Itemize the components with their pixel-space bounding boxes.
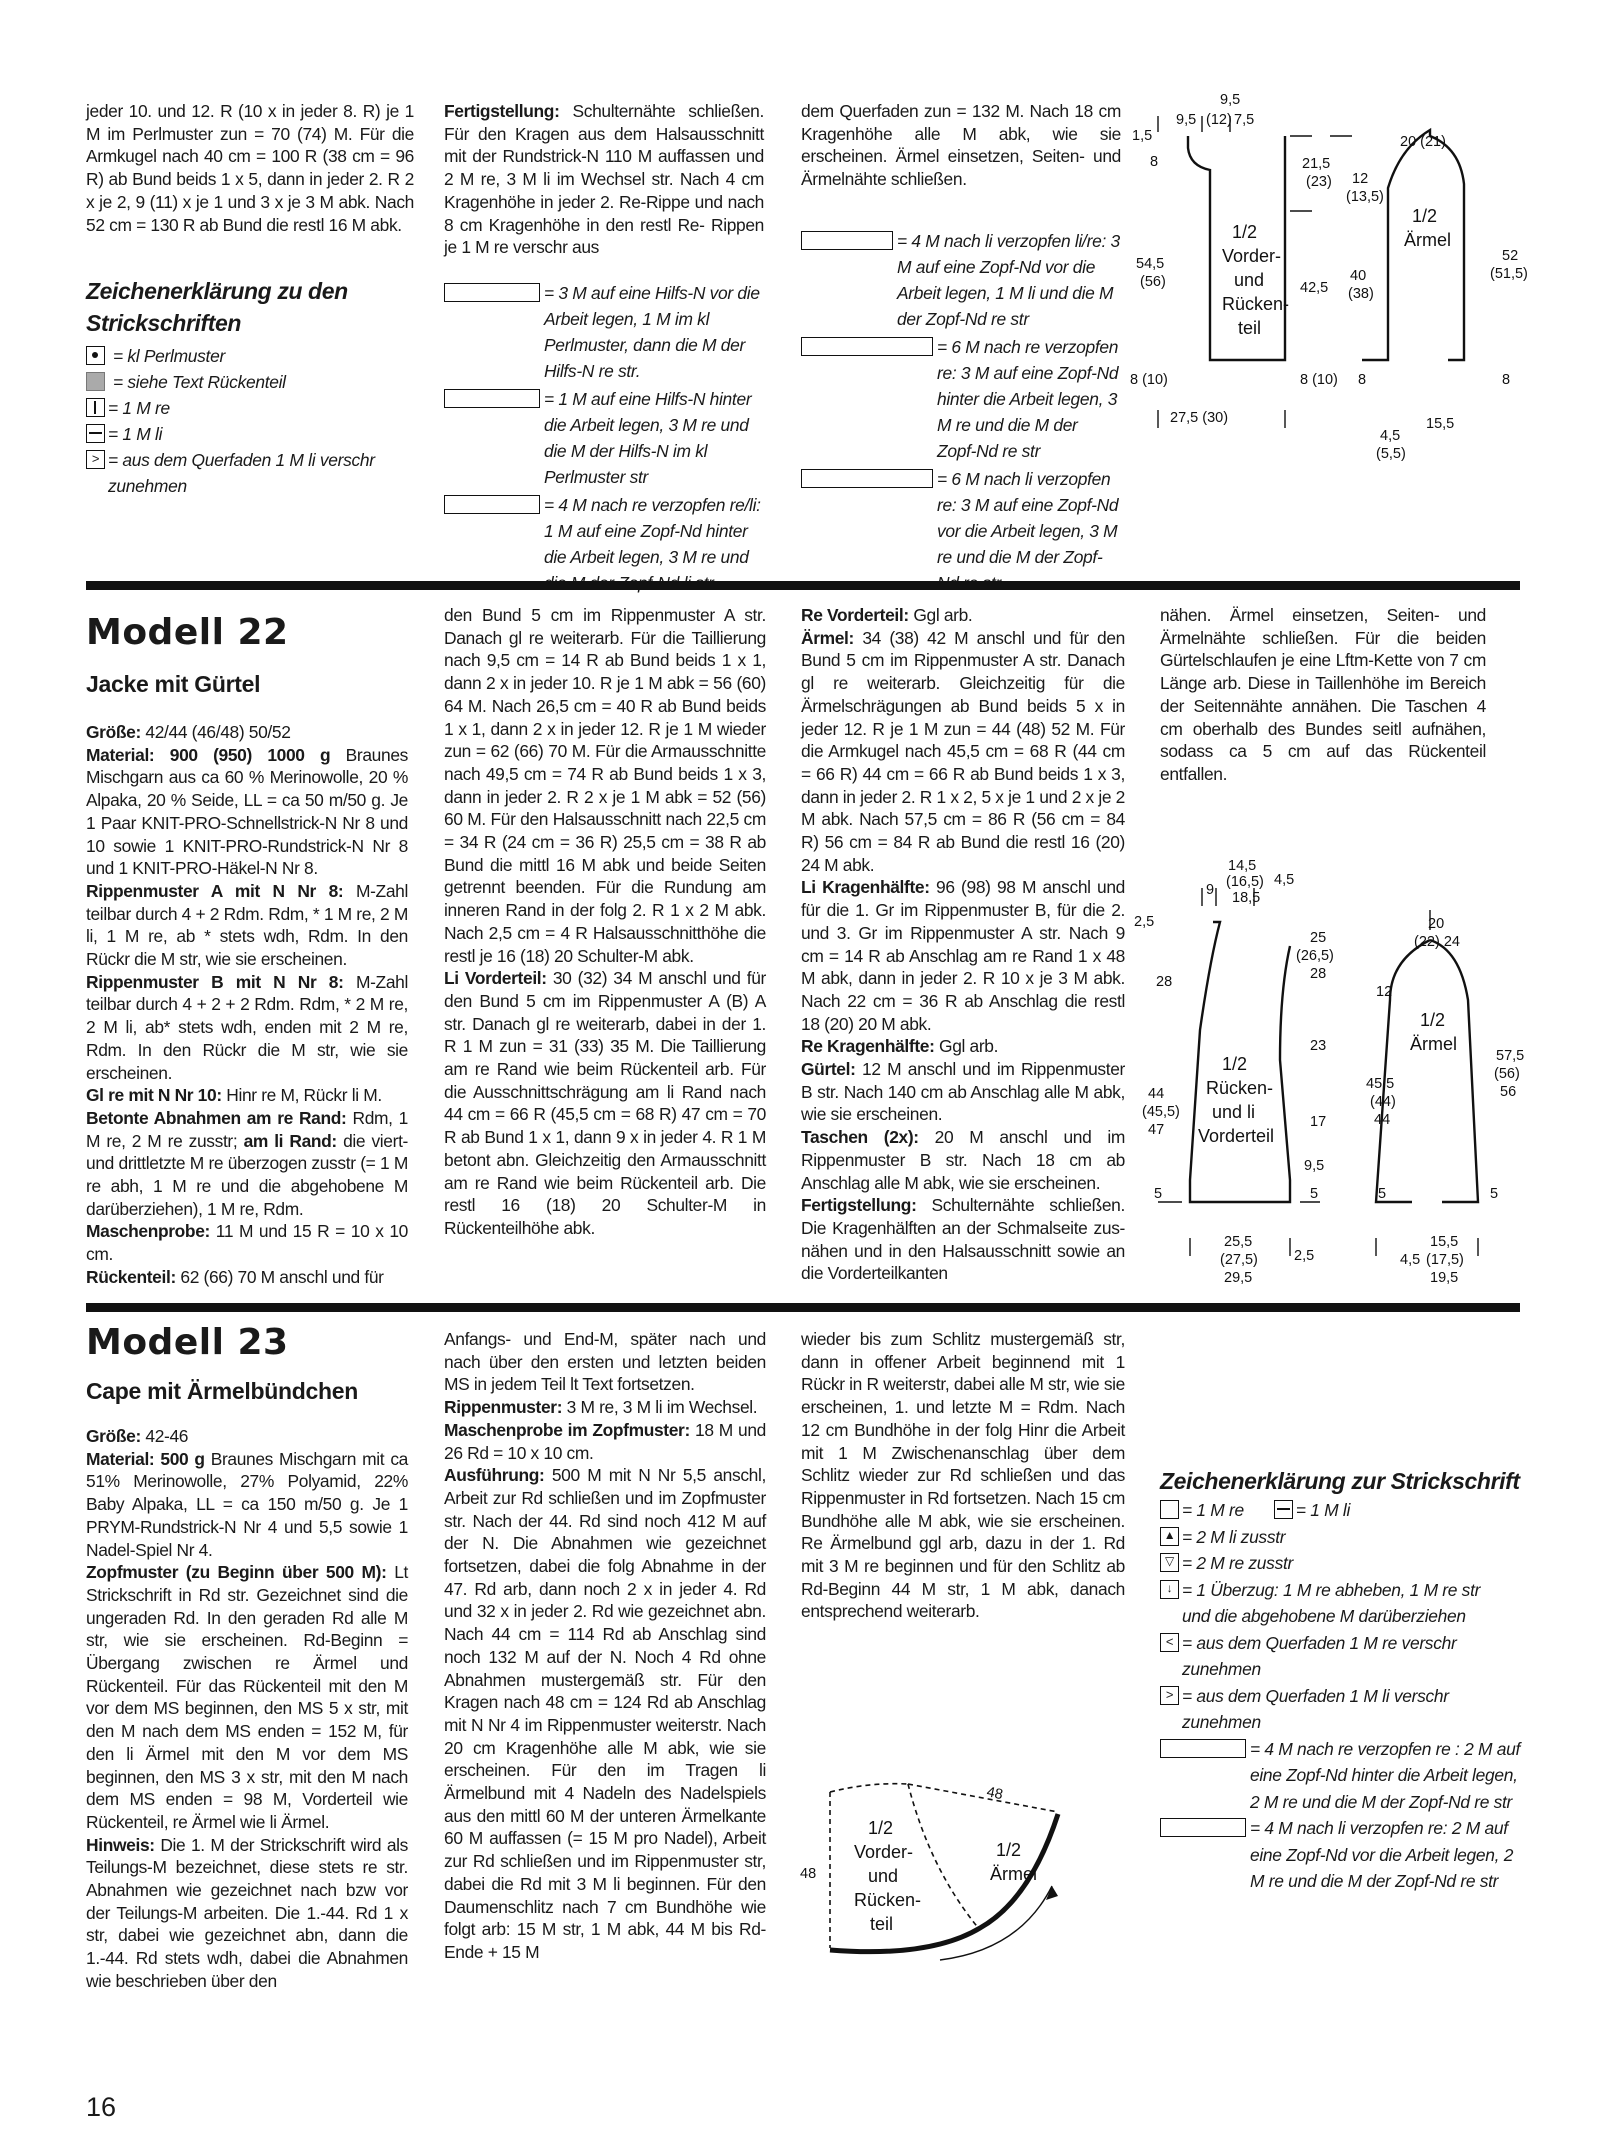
svg-text:Rücken-: Rücken- — [1222, 294, 1290, 314]
svg-text:Rücken-: Rücken- — [854, 1890, 922, 1910]
svg-text:(5,5): (5,5) — [1376, 446, 1406, 462]
svg-text:48: 48 — [985, 1784, 1005, 1804]
svg-text:29,5: 29,5 — [1224, 1270, 1253, 1286]
legend-increase: > = aus dem Querfaden 1 M li verschr zunehmen — [86, 447, 416, 499]
divider-bottom — [86, 1303, 1520, 1312]
svg-text:12: 12 — [1352, 171, 1369, 187]
top-legend-title: Zeichenerklärung zu den Strickschriften — [86, 278, 348, 336]
top-col2-legend: = 3 M auf eine Hilfs-N vor die Arbeit legen, 1 M im kl Perlmuster, dann die M der Hilfs-N re str. = 1 M auf eine Hilfs-N hinter die Arbeit legen, 3 M re und die M der Hilfs-N im kl Perlmuster str = 4 M nach re verzopfen re/li: 1 M auf eine Zopf-Nd hinter die Arbeit legen, 3 M re und — [444, 280, 770, 596]
perl-symbol-icon — [86, 346, 105, 365]
model-23-subtitle: Cape mit Ärmelbündchen — [86, 1378, 358, 1404]
m22-schematic — [1130, 850, 1530, 1295]
neckline — [830, 1784, 908, 1792]
svg-text:1/2: 1/2 — [1420, 1010, 1446, 1030]
top-col3: dem Querfaden zun = 132 M. Nach 18 cm Kragenhöhe alle M abk, wie sie erscheinen. Ärmel einsetzen, Seiten- und Ärmelnähte schließen. — [801, 101, 1121, 190]
svg-text:teil: teil — [870, 1914, 894, 1934]
svg-text:(13,5): (13,5) — [1346, 189, 1384, 205]
page-number: 16 — [86, 2092, 117, 2122]
m23-schematic — [790, 1760, 1130, 1990]
m23-legend: Zeichenerklärung zur Strickschrift = 1 M re = 1 M li ▲ = 2 M li zusstr ▽ = 2 M re zusstr ↓ = 1 Überzug: 1 M re abheben, 1 M re str und die abgehobene M darüberziehen < = aus dem Querfaden 1 M re verschr zunehmen > = aus dem Querfaden 1 M li verschr zunehmen = 4 M nach re verzopfen re : 2 M auf eine Zopf-Nd hinter die Arbeit legen, 2 M re und die M der Zopf-Nd re str = 4 M nach li verzopfen re: 2 M auf eine Zopf-Nd vor die Arbeit legen, 2 M re und die M der Zopf-Nd re str — [1160, 1465, 1530, 1895]
svg-text:14,5: 14,5 — [1228, 858, 1257, 874]
svg-text:25,5: 25,5 — [1224, 1234, 1253, 1250]
k2tog-purl-icon: ▲ — [1160, 1527, 1179, 1546]
svg-text:44: 44 — [1148, 1086, 1165, 1102]
svg-text:Ärmel: Ärmel — [1410, 1034, 1458, 1054]
m23-col1: Größe: 42-46 Material: 500 g Braunes Mischgarn mit ca 51% Merinowolle, 27% Polyamid, 22% Baby Alpaka, LL = ca 150 m/50 g. Je 1 PRYM-Rundstrick-N Nr 4 und 5,5 sowie 1 Nadel-Spiel Nr 4. Zopfmuster (zu Beginn über 500 M): Lt Strickschrift in Rd str. Gezeichnet sind die ungeraden Rd. In den geraden Rd alle M str, wie sie erscheinen. Rd-Beginn = Übergang zwischen re Ärmel und Rückenteil. Für das Rückenteil mit den M vor dem MS beginnen, den MS 5 x str, mit den M nach dem MS enden = 152 M, für den li Ärmel mit den M vor dem MS beginnen, den MS 3 x str, mit den M nach dem MS enden = 98 M, Vorderteil wie Rückenteil, re Ärmel wie li Ärmel. Hinweis: Die 1. M der Strickschrift wird als Teilungs-M bezeichnet, diese stets re str. Abnahmen wie gezeichnet nach bzw vor der Teilungs-M arbeiten. Die 1.-44. Rd 1 x str, dabei wie gezeichnet abn, dann die 1.-44. Rd stets wdh, dabei die Abnahmen wie beschrieben über den — [86, 1426, 408, 1991]
svg-text:25: 25 — [1310, 930, 1327, 946]
svg-text:(56): (56) — [1494, 1066, 1520, 1082]
svg-text:8: 8 — [1502, 372, 1511, 388]
svg-text:teil: teil — [1238, 318, 1262, 338]
svg-text:12: 12 — [1376, 984, 1393, 1000]
knit-symbol-icon — [86, 398, 105, 417]
svg-text:Vorderteil: Vorderteil — [1198, 1126, 1275, 1146]
svg-text:28: 28 — [1156, 974, 1173, 990]
svg-text:Vorder-: Vorder- — [1222, 246, 1282, 266]
svg-text:28: 28 — [1310, 966, 1327, 982]
top-legend — [86, 275, 416, 499]
svg-text:9,5: 9,5 — [1220, 92, 1241, 108]
svg-text:1/2: 1/2 — [868, 1818, 894, 1838]
top-schematic — [1130, 88, 1530, 468]
svg-text:und: und — [868, 1866, 899, 1886]
svg-text:47: 47 — [1148, 1122, 1165, 1138]
knit-empty-icon — [1160, 1500, 1179, 1519]
svg-text:1/2: 1/2 — [1412, 206, 1438, 226]
svg-text:Vorder-: Vorder- — [854, 1842, 914, 1862]
m22-col2: den Bund 5 cm im Rippenmuster A str. Danach gl re weiterarb. Für die Taillierung nach 9,5 cm = 14 R ab Bund beids 1 x 1, dann 2 x in jeder 10. R je 1 M abk = 56 (60) 64 M. Nach 26,5 cm = 40 R ab Bund beids 1 x 1, dann 2 x in jeder 12. R je 1 M wieder zun = 62 (66) 70 M. Für die Armausschnitte nach 49,5 cm = 74 R ab Bund beids 1 x 3, dann in jeder 2. R 2 x je 1 M abk = 52 (56) 60 M. Für den Halsausschnitt nach 22,5 cm = 34 R (24 cm = 36 R) 25,5 cm = 38 R ab Bund die mittl 16 M abk und beide Seiten getrennt beenden. Für die Rundung am inneren Rand in der folg 2. R 1 x 2 M abk. Nach 2,5 cm = 4 R Halsausschnitthöhe die restl je 16 (18) 20 Schulter-M abk. Li Vorderteil: 30 (32) 34 M anschl und für den Bund 5 cm im Rippenmuster A (B) A str. Danach gl re weiterarb, dabei in der 1. R 1 M zun = 31 (33) 35 M. Die Taillierung am re Rand wie beim Rückenteil arb. Für die Ausschnittschrägung am li Rand nach 44 cm = 66 R (45,5 cm = 68 R) 47 cm = 70 R ab Bund 1 x 1, dann 9 x in jeder 4. R 1 M betont abn. Gleichzeitig den Armausschnitt am re Rand wie beim Rückenteil arb. Die restl 16 (18) 20 Schulter-M in Rückenteilhöhe abk. — [444, 605, 766, 1238]
model-22-title: Modell 22 — [86, 612, 289, 653]
increase-knit-icon: < — [1160, 1633, 1179, 1652]
svg-text:(56): (56) — [1140, 274, 1166, 290]
svg-text:(12): (12) — [1206, 112, 1232, 128]
svg-text:1/2: 1/2 — [1222, 1054, 1248, 1074]
svg-text:19,5: 19,5 — [1430, 1270, 1459, 1286]
svg-text:(16,5): (16,5) — [1226, 874, 1264, 890]
svg-text:18,5: 18,5 — [1232, 890, 1261, 906]
m22-col1: Größe: 42/44 (46/48) 50/52 Material: 900 (950) 1000 g Braunes Mischgarn aus ca 60 % Merinowolle, 20 % Alpaka, 20 % Seide, LL = ca 50 m/50 g. Je 1 Paar KNIT-PRO-Schnellstrick-N Nr 8 und 10 sowie 1 KNIT-PRO-Rundstrick-N Nr 8 und 1 KNIT-PRO-Häkel-N Nr 8. Rippenmuster A mit N Nr 8: M-Zahl teilbar durch 4 + 2 Rdm. Rdm, * 1 M re, 2 M li, 1 M re, ab * stets wdh, Rdm. In den Rückr die M str, wie sie erscheinen. Rippenmuster B mit N Nr 8: M-Zahl teilbar durch 4 + 2 + 2 Rdm. Rdm, * 2 M re, 2 M li, ab* stets wdh, enden mit 2 M re, Rdm. In den Rückr die M str, wie sie erscheinen. Gl re mit N Nr 10: Hinr re M, Rückr li M. Betonte Abnahmen am re Rand: Rdm, 1 M re, 2 M re zusstr; am li Rand: die viert- und drittletzte M re überzogen zusstr (= 1 M re abh, 1 M re und die abgehobene M darüberziehen), 1 M re, Rdm. Maschenprobe: 11 M und 15 R = 10 x 10 cm. Rückenteil: 62 (66) 70 M anschl und für — [86, 722, 409, 1287]
svg-text:4,5: 4,5 — [1274, 872, 1295, 888]
svg-text:1/2: 1/2 — [1232, 222, 1258, 242]
top-col1 — [86, 100, 414, 236]
svg-text:8 (10): 8 (10) — [1130, 372, 1168, 388]
svg-text:1,5: 1,5 — [1132, 128, 1153, 144]
svg-text:20: 20 — [1428, 916, 1445, 932]
m23-col2: Anfangs- und End-M, später nach und nach über den ersten und letzten beiden MS in jedem Teil lt Text fortsetzen. Rippenmuster: 3 M re, 3 M li im Wechsel. Maschenprobe im Zopfmuster: 18 M und 26 Rd = 10 x 10 cm. Ausführung: 500 M mit N Nr 5,5 anschl, Arbeit zur Rd schließen und im Zopfmuster str. Nach der 44. Rd sind noch 412 M auf der N. Die Abnahmen wie gezeichnet fortsetzen, dabei die folg Abnahme in der 47. Rd arb, dann noch 2 x in jeder 4. Rd und 32 x in jeder 2. Rd wie gezeichnet abn. Nach 44 cm = 114 Rd ab Anschlag sind noch 132 M auf der N. Noch 4 Rd ohne Abnahmen mustergemäß str. Für den Kragen nach 48 cm = 124 Rd ab Anschlag mit N Nr 4 im Rippenmuster weiterstr. Nach 20 cm Kragenhöhe alle M abk, wie sie erscheinen. Für den im Tragen li Ärmelbund mit 4 Nadeln des Nadelspiels aus den mittl 60 M der unteren Ärmelkante 60 M auffassen (= 15 M pro Nadel), Arbeit zur Rd schließen und im Rippenmuster str, dabei die Rd mit 3 M li beginnen. Für den Daumenschlitz nach 7 cm Bundhöhe wie folgt arb: 15 M str, 1 M abk, 44 M bis Rd-Ende + 15 M — [444, 1329, 766, 1962]
top-col2: Fertigstellung: Schulternähte schließen. Für den Kragen aus dem Halsausschnitt mit der Rundstrick-N 110 M auffassen und 2 M re, 3 M li im Wechsel str. Nach 4 cm Kragenhöhe in jeder 2. Re-Rippe und nach 8 cm Kragenhöhe in den restl Re- Rippen je 1 M re verschr aus — [444, 101, 764, 258]
svg-text:5: 5 — [1310, 1186, 1319, 1202]
grey-square-icon — [86, 372, 105, 391]
svg-text:7,5: 7,5 — [1234, 112, 1255, 128]
m22-col4: nähen. Ärmel einsetzen, Seiten- und Ärmelnähte schließen. Für die beiden Gürtelschlaufen je eine Lftm-Kette von 7 cm Länge arb. Diese in Taillenhöhe im Bereich der Seitennähte annähen. Die Taschen 4 cm oberhalb des Bundes seitl aufnähen, sodass ca 5 cm auf das Rückenteil entfallen. — [1160, 605, 1486, 784]
svg-text:und li: und li — [1212, 1102, 1256, 1122]
legend-li: = 1 M li — [86, 421, 416, 447]
sleeve-outline — [1376, 940, 1430, 1202]
svg-text:2,5: 2,5 — [1294, 1248, 1315, 1264]
svg-text:Ärmel: Ärmel — [1404, 230, 1452, 250]
svg-text:und: und — [1234, 270, 1265, 290]
increase-purl-icon: > — [1160, 1686, 1179, 1705]
svg-text:(26,5): (26,5) — [1296, 948, 1334, 964]
svg-text:Ärmel: Ärmel — [990, 1864, 1038, 1884]
svg-text:23: 23 — [1310, 1038, 1327, 1054]
svg-text:8: 8 — [1150, 154, 1159, 170]
svg-text:9,5: 9,5 — [1304, 1158, 1325, 1174]
svg-text:52: 52 — [1502, 248, 1519, 264]
svg-text:20 (21): 20 (21) — [1400, 134, 1446, 150]
svg-text:15,5: 15,5 — [1430, 1234, 1459, 1250]
arrow-line — [940, 1886, 1052, 1960]
m23-legend-title: Zeichenerklärung zur Strickschrift — [1160, 1468, 1520, 1494]
svg-text:(22) 24: (22) 24 — [1414, 934, 1460, 950]
svg-text:(23): (23) — [1306, 174, 1332, 190]
svg-text:(17,5): (17,5) — [1426, 1252, 1464, 1268]
svg-text:44: 44 — [1374, 1112, 1391, 1128]
svg-text:21,5: 21,5 — [1302, 156, 1331, 172]
svg-text:8: 8 — [1358, 372, 1367, 388]
slip-over-icon: ↓ — [1160, 1580, 1179, 1599]
svg-text:5: 5 — [1154, 1186, 1163, 1202]
svg-text:56: 56 — [1500, 1084, 1517, 1100]
m23-col3: wieder bis zum Schlitz mustergemäß str, dann in offener Arbeit beginnend mit 1 Rückr in R weiterstr, dabei alle M str, wie sie erscheinen, 1. und letzte M = Rdm. Nach 12 cm Bundhöhe in der folg Hinr die Arbeit mit 1 M Zwischenanschlag über dem Schlitz wieder zur Rd schließen und das Rippenmuster in Rd fortsetzen. Nach 15 cm Bundhöhe alle M abk, wie sie erscheinen. Re Ärmelbund ggl arb, dazu in der 1. Rd mit 3 M re beginnen und für den Schlitz ab Rd-Beginn 44 M str, 1 M abk, danach entsprechend weiterarb. — [801, 1329, 1125, 1622]
svg-text:9,5: 9,5 — [1176, 112, 1197, 128]
svg-text:48: 48 — [800, 1866, 817, 1882]
svg-text:8 (10): 8 (10) — [1300, 372, 1338, 388]
svg-text:(44): (44) — [1370, 1094, 1396, 1110]
svg-text:17: 17 — [1310, 1114, 1327, 1130]
divider-top — [86, 581, 1520, 590]
svg-text:42,5: 42,5 — [1300, 280, 1329, 296]
increase-symbol-icon: > — [86, 450, 105, 469]
svg-text:(51,5): (51,5) — [1490, 266, 1528, 282]
k2tog-knit-icon: ▽ — [1160, 1553, 1179, 1572]
legend-perl: = kl Perlmuster — [86, 343, 416, 369]
svg-text:5: 5 — [1490, 1186, 1499, 1202]
svg-text:(45,5): (45,5) — [1142, 1104, 1180, 1120]
top-col1-text: jeder 10. und 12. R (10 x in jeder 8. R) je 1 M im Perlmuster zun = 70 (74) M. Für die Armkugel nach 40 cm = 100 R (38 cm = 96 R) ab Bund beids 1 x 5, dann in jeder 2. R 2 x je 2, 9 (11) x je 1 und 3 x je 3 M abk. Nach 52 cm = 130 R ab Bund die restl 16 M abk. — [86, 101, 414, 235]
purl-symbol-icon — [1274, 1500, 1293, 1519]
legend-re: = 1 M re — [86, 395, 416, 421]
sleeve-outline-right — [1430, 940, 1478, 1202]
svg-text:2,5: 2,5 — [1134, 914, 1155, 930]
svg-text:Rücken-: Rücken- — [1206, 1078, 1274, 1098]
legend-grey: = siehe Text Rückenteil — [86, 369, 416, 395]
svg-text:57,5: 57,5 — [1496, 1048, 1525, 1064]
svg-text:5: 5 — [1378, 1186, 1387, 1202]
svg-text:45,5: 45,5 — [1366, 1076, 1395, 1092]
svg-text:4,5: 4,5 — [1380, 428, 1401, 444]
svg-text:15,5: 15,5 — [1426, 416, 1455, 432]
top-col3-legend: = 4 M nach li verzopfen li/re: 3 M auf eine Zopf-Nd vor die Arbeit legen, 1 M li und die M der Zopf-Nd re str = 6 M nach re verzopfen re: 3 M auf eine Zopf-Nd hinter die Arbeit legen, 3 M re und die M der Zopf-Nd re str = 6 M nach li verzopfen re: 3 M auf eine Zopf-Nd vor die Arbeit legen, 3 M re und die M der Zopf- — [801, 228, 1121, 596]
svg-text:40: 40 — [1350, 268, 1367, 284]
svg-text:9: 9 — [1206, 882, 1215, 898]
svg-text:(38): (38) — [1348, 286, 1374, 302]
model-23-title: Modell 23 — [86, 1322, 289, 1363]
m22-col3: Re Vorderteil: Ggl arb. Ärmel: 34 (38) 42 M anschl und für den Bund 5 cm im Rippenmuster A str. Danach gl re weiterarb. Gleichzeitig für die Ärmelschrägungen ab Bund beids 5 x in jeder 12. R je 1 M zun = 44 (48) 52 M. Für die Armkugel nach 45,5 cm = 68 R (44 cm = 66 R) 44 cm = 66 R ab Bund beids 1 x 3, dann in jeder 2. R 1 x 2, 5 x je 1 und 2 x je 2 M abk. Nach 57,5 cm = 86 R (56 cm = 84 R) 56 cm = 84 R ab Bund die restl 16 (20) 24 M abk. Li Kragenhälfte: 96 (98) 98 M anschl und für die 1. Gr im Rippenmuster B, für die 2. und 3. Gr im Rippenmuster A str. Nach 9 cm = 14 R ab Anschlag am re Rand 1 x 48 M abk, dann in jeder 2. R 10 x je 3 M abk. Nach 22 cm = 36 R ab Anschlag die restl 18 (20) 20 M abk. Re Kragenhälfte: Ggl arb. Gürtel: 12 M anschl und im Rippenmuster B str. Nach 140 cm ab Anschlag alle M abk, wie sie erscheinen. Taschen (2x): 20 M anschl und im Rippenmuster B str. Nach 18 cm ab Anschlag alle M abk, wie sie erscheinen. Fertigstellung: Schulternähte schließen. Die Kragenhälften an der Schmalseite zus-nähen und in den Halsausschnitt sowie an die Vorderteilkanten — [801, 605, 1126, 1284]
purl-symbol-icon — [86, 424, 105, 443]
shoulder-line — [908, 1784, 1058, 1812]
svg-text:54,5: 54,5 — [1136, 256, 1165, 272]
svg-text:(27,5): (27,5) — [1220, 1252, 1258, 1268]
svg-text:1/2: 1/2 — [996, 1840, 1022, 1860]
svg-text:4,5: 4,5 — [1400, 1252, 1421, 1268]
svg-text:27,5 (30): 27,5 (30) — [1170, 410, 1229, 426]
model-22-subtitle: Jacke mit Gürtel — [86, 671, 261, 697]
